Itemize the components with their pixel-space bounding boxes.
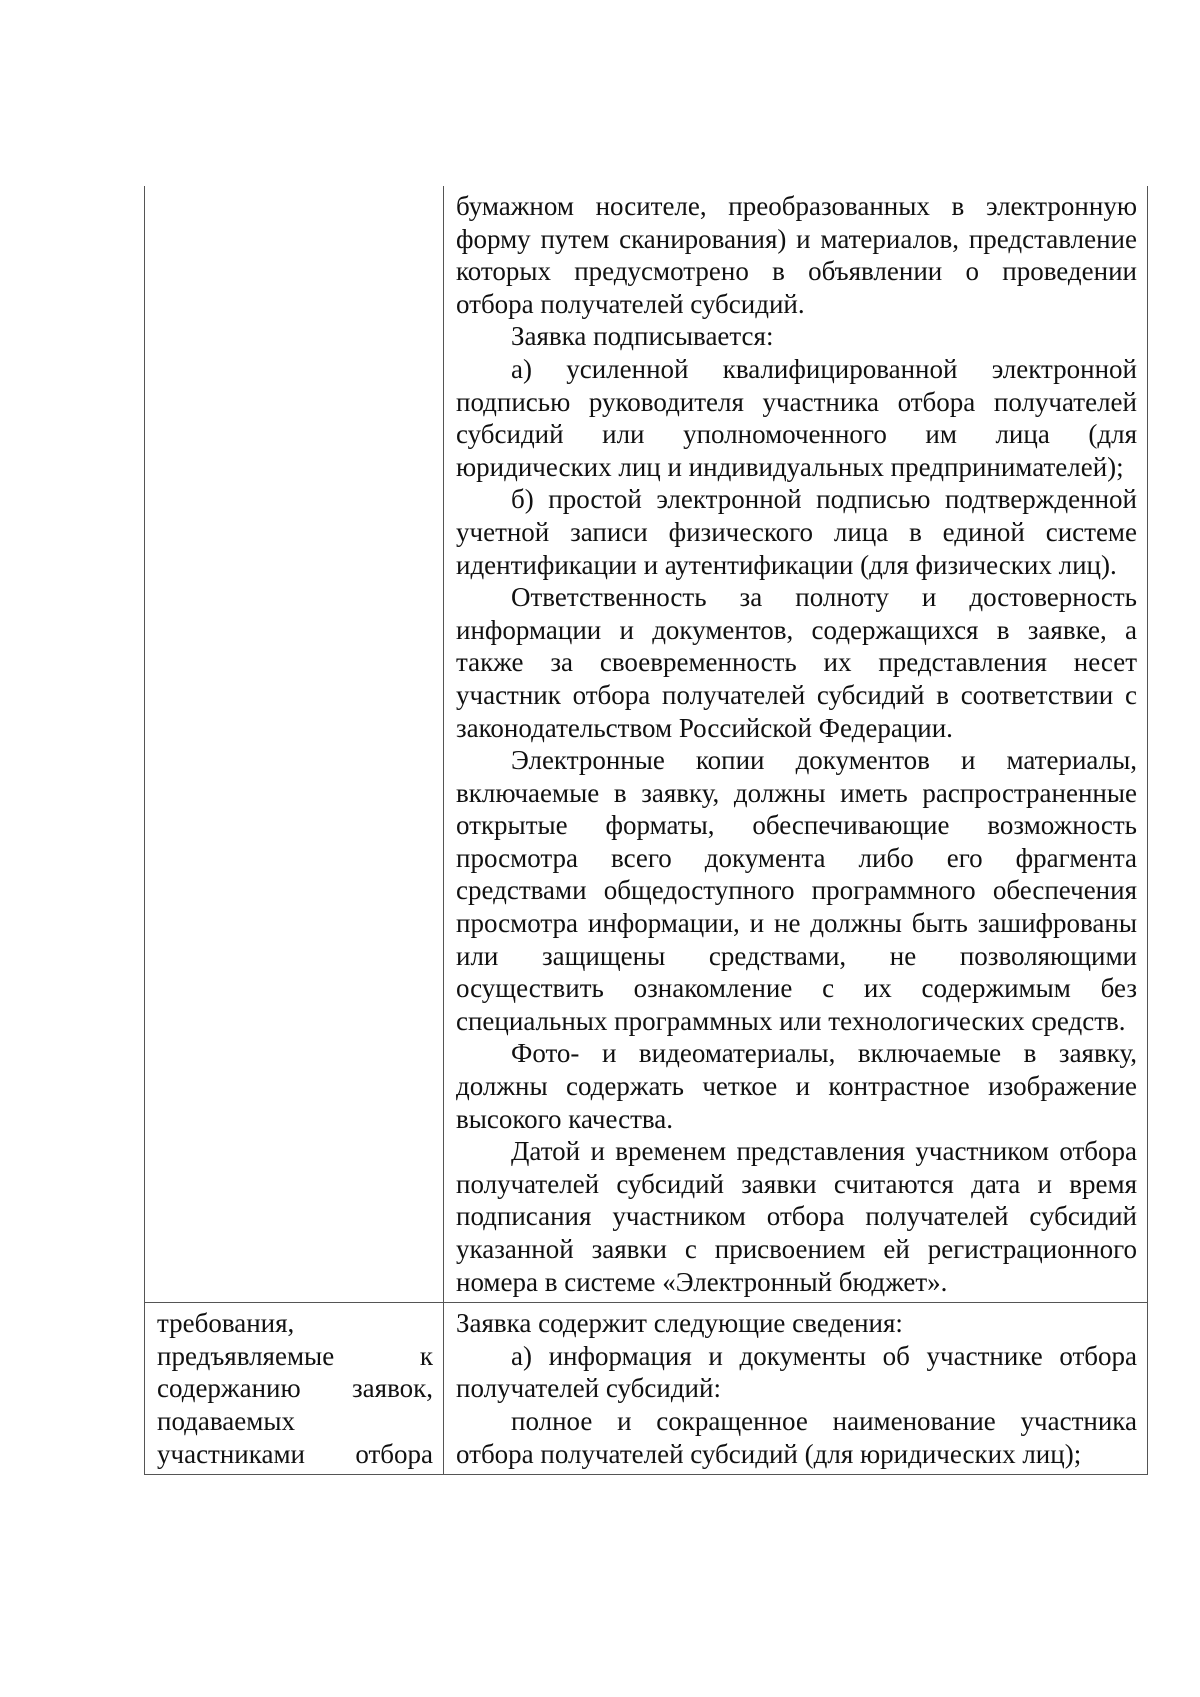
- paragraph: Заявка подписывается:: [511, 321, 774, 352]
- row2-right-cell: [444, 1303, 1148, 1475]
- table-row: [145, 186, 1148, 1303]
- left-cell-line: участниками отбора: [157, 1438, 433, 1469]
- table-row: [145, 1303, 1148, 1475]
- paragraph: бумажном носителе, преобразованных в электронную форму путем сканирования) и материалов, представление которых предусмотрено в объявлении о проведении отбора получателей субсидий.: [456, 191, 1137, 319]
- left-cell-line: предъявляемые к: [157, 1340, 433, 1371]
- paragraph: полное и сокращенное наименование участника отбора получателей субсидий (для юридических лиц);: [456, 1405, 1137, 1469]
- left-cell-line: требования,: [157, 1308, 295, 1339]
- paragraph: б) простой электронной подписью подтвержденной учетной записи физического лица в единой системе идентификации и аутентификации (для физических лиц).: [456, 484, 1137, 580]
- requirements-table: [144, 186, 1148, 1475]
- left-cell-line: содержанию заявок,: [157, 1373, 433, 1404]
- paragraph: Фото- и видеоматериалы, включаемые в заявку, должны содержать четкое и контрастное изображение высокого качества.: [456, 1038, 1137, 1134]
- paragraph: Электронные копии документов и материалы, включаемые в заявку, должны иметь распространенные открытые форматы, обеспечивающие возможность просмотра всего документа либо его фрагмента средствами общедоступного программного обеспечения просмотра информации, и не должны быть зашифрованы или защищены средствами, не позволяющими осуществить ознакомление с их содержимым без специальных программных или технологических средств.: [456, 745, 1137, 1036]
- left-cell-line: подаваемых: [157, 1405, 295, 1436]
- row2-left-cell: [145, 1303, 444, 1475]
- paragraph: а) усиленной квалифицированной электронной подписью руководителя участника отбора получателей субсидий или уполномоченного им лица (для юридических лиц и индивидуальных предпринимателей);: [456, 353, 1137, 482]
- row1-left-cell: [145, 186, 444, 1303]
- row1-right-cell: [444, 186, 1148, 1303]
- paragraph: Датой и временем представления участником отбора получателей субсидий заявки считаются дата и время подписания участником отбора получателей субсидий указанной заявки с присвоением ей регистрационного номера в системе «Электронный бюджет».: [456, 1136, 1137, 1297]
- paragraph: а) информация и документы об участнике отбора получателей субсидий:: [456, 1340, 1137, 1404]
- paragraph: Ответственность за полноту и достоверность информации и документов, содержащихся в заявке, а также за своевременность их представления несет участник отбора получателей субсидий в соответствии с законодательством Российской Федерации.: [456, 582, 1137, 743]
- paragraph: Заявка содержит следующие сведения:: [456, 1308, 903, 1339]
